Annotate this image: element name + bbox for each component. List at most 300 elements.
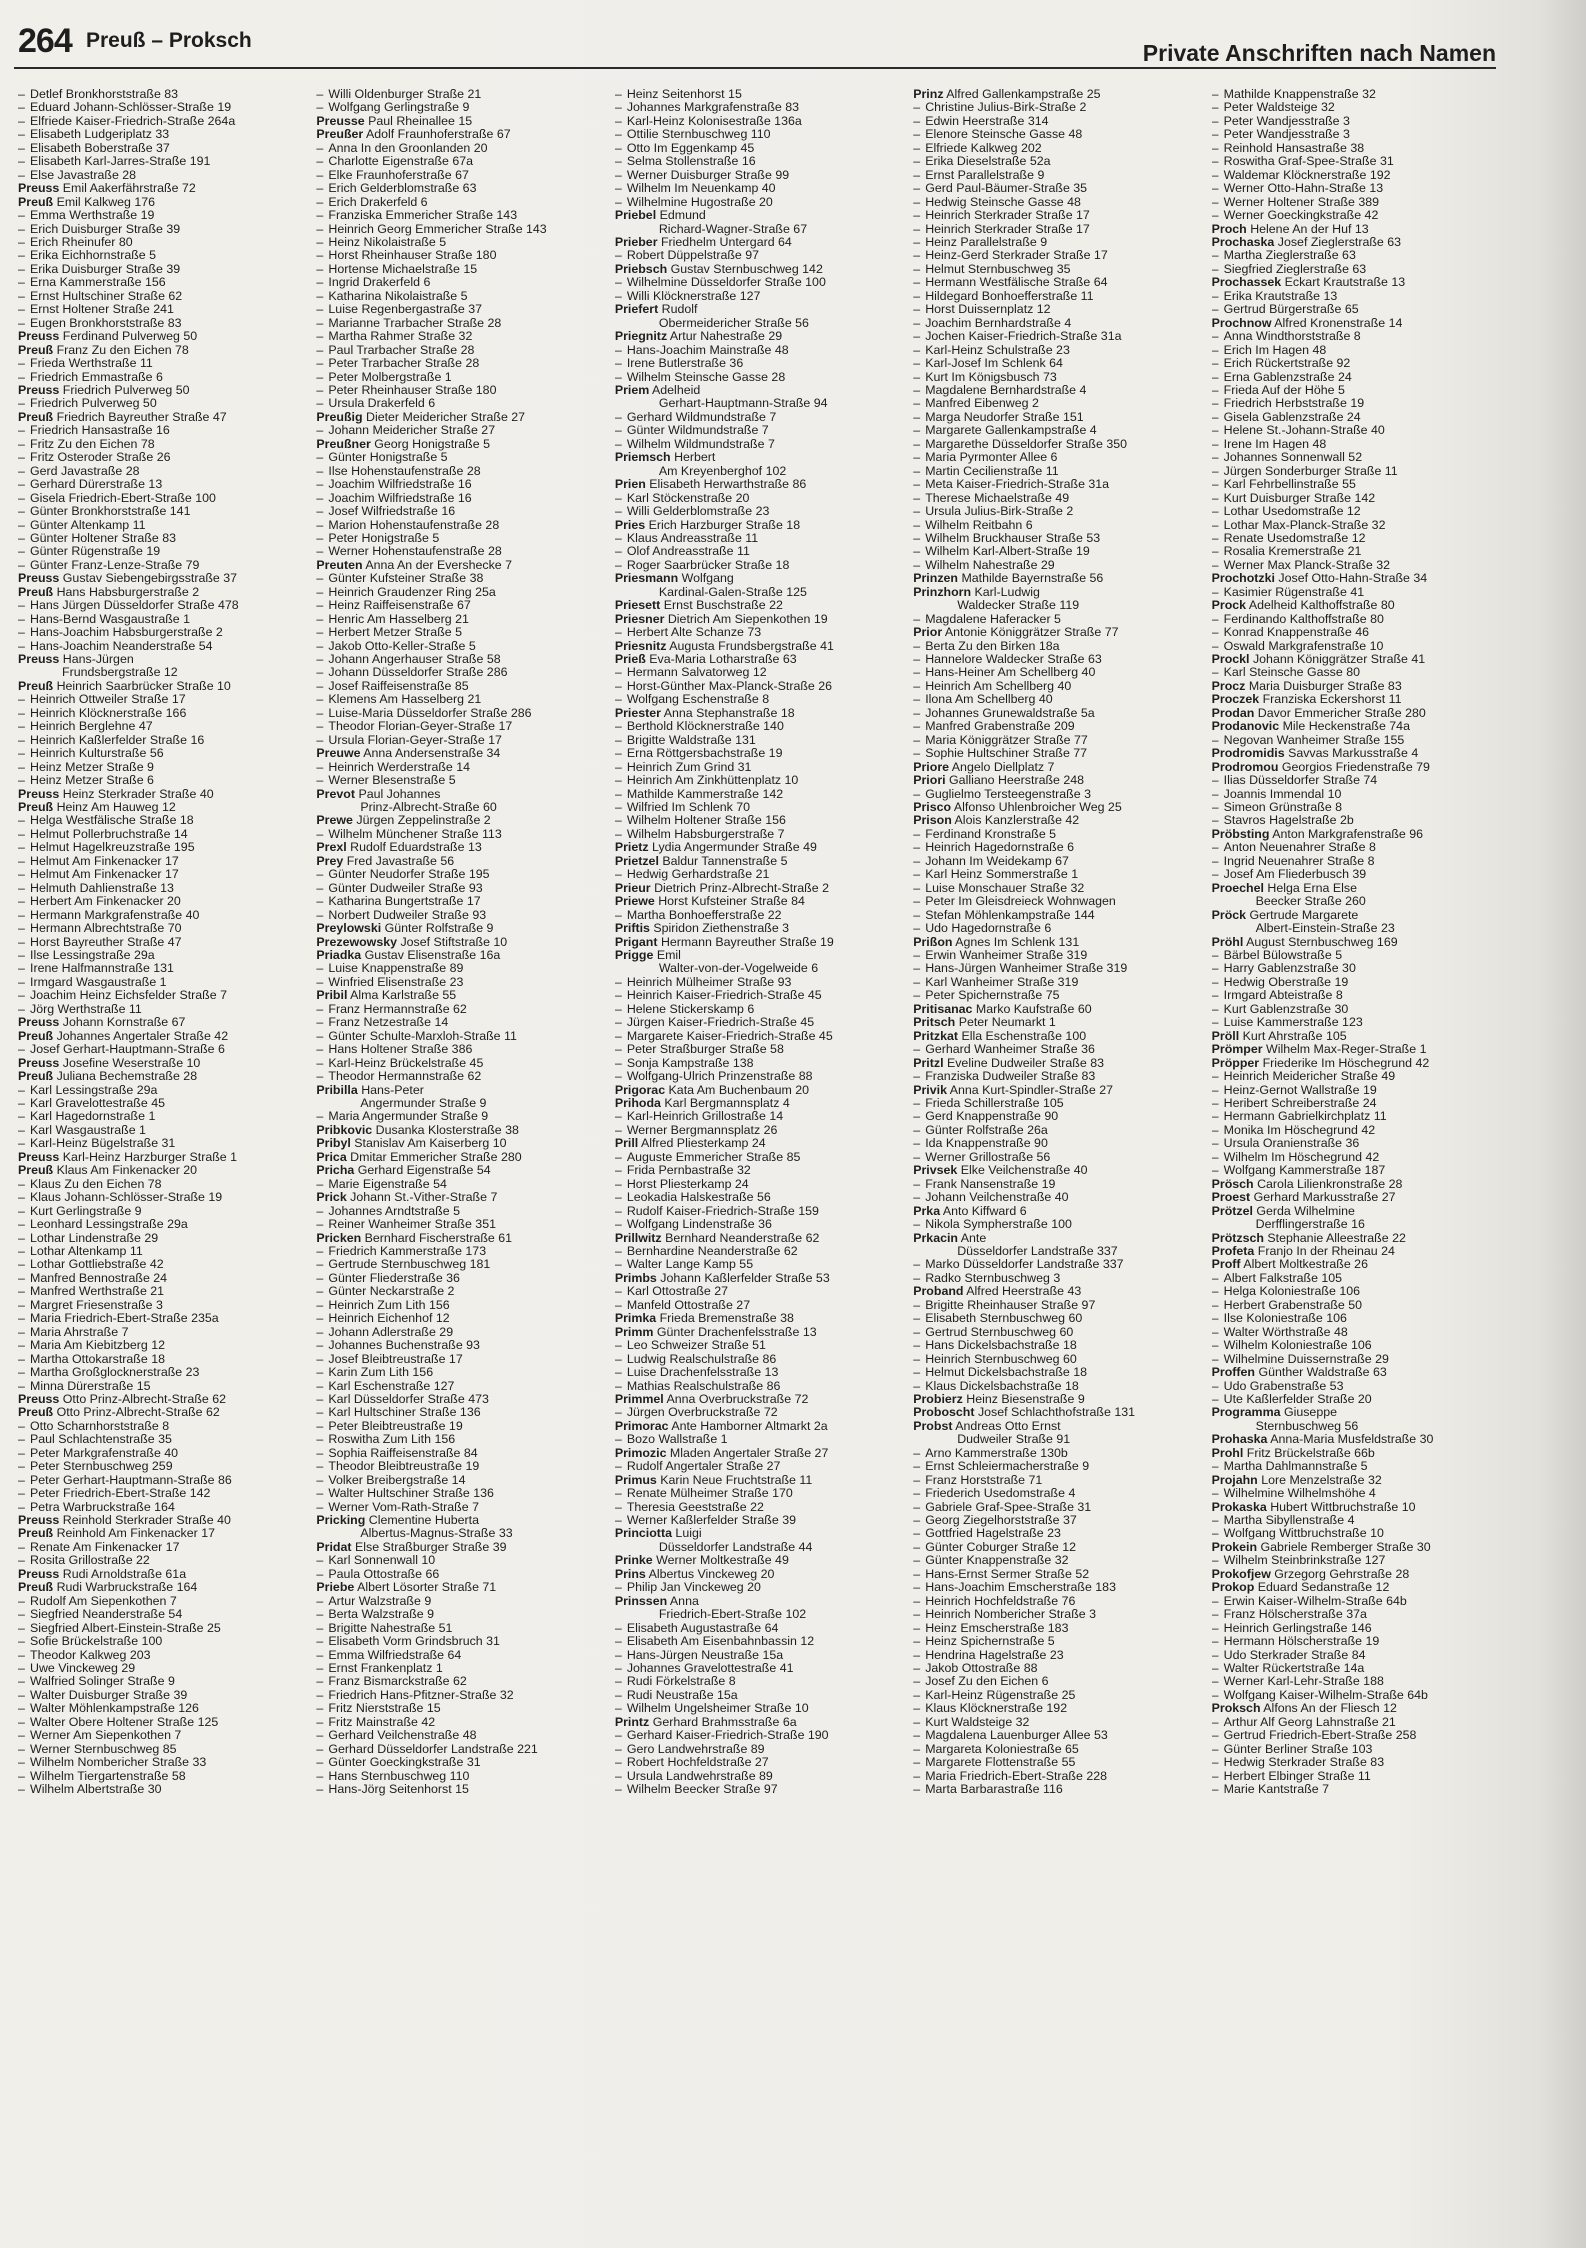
repeat-dash: – [614,1729,622,1743]
repeat-dash: – [614,1339,622,1353]
repeat-dash: – [316,330,324,344]
repeat-dash: – [913,1325,921,1339]
repeat-dash: – [614,1514,622,1528]
directory-entry [1212,411,1496,424]
entry-text: Ursula Landwehrstraße 89 [626,1769,773,1783]
entry-text: Herbert Am Finkenacker 20 [30,895,181,909]
surname-entry [615,922,899,935]
surname-entry [1212,1366,1496,1379]
entry-text: Peter Wandjesstraße 3 [1223,114,1350,128]
repeat-dash: – [316,572,324,586]
surname-entry [1212,1258,1496,1271]
repeat-dash: – [1211,397,1219,411]
entry-text: Walter Obere Holtener Straße 125 [30,1715,219,1729]
entry-text: Alfred Gallenkampstraße 25 [946,88,1101,101]
repeat-dash: – [316,182,324,196]
repeat-dash: – [1211,774,1219,788]
entry-text: Hannelore Waldecker Straße 63 [925,653,1102,667]
entry-text: Peter Rheinhauser Straße 180 [328,383,497,397]
directory-entry [18,1205,302,1218]
directory-entry [913,1299,1197,1312]
repeat-dash: – [913,1783,921,1797]
entry-text: Jürgen Overbruckstraße 72 [626,1406,778,1420]
entry-text: Willi Gelderblomstraße 23 [626,505,770,519]
repeat-dash: – [316,1177,324,1191]
repeat-dash: – [316,908,324,922]
entry-text: Hans-Jörg Seitenhorst 15 [328,1783,469,1797]
entry-text: Franz Netzestraße 14 [328,1016,449,1030]
entry-text: Erich Im Hagen 48 [1223,343,1327,357]
directory-entry [316,1245,600,1258]
repeat-dash: – [913,1218,921,1232]
entry-text: Lothar Max-Planck-Straße 32 [1223,518,1386,532]
directory-entry [615,276,899,289]
repeat-dash: – [614,1164,622,1178]
directory-entry [316,424,600,437]
entry-text: Christine Julius-Birk-Straße 2 [925,101,1087,115]
repeat-dash: – [316,1567,324,1581]
entry-text: Robert Düppelstraße 97 [626,249,760,263]
surname-entry [913,1406,1197,1419]
entry-text: Franziska Eckershorst 11 [1262,693,1402,707]
repeat-dash: – [18,141,25,155]
directory-entry [18,747,302,760]
repeat-dash: – [913,881,921,895]
entry-text: Heinrich Sterkrader Straße 17 [925,209,1090,223]
entry-text: Walfried Solinger Straße 9 [30,1675,175,1689]
surname-entry [1212,1030,1496,1043]
entry-text: Elisabeth Vorm Grindsbruch 31 [328,1635,500,1649]
repeat-dash: – [614,155,622,169]
surname-entry [615,478,899,491]
entry-text: Karl Düsseldorfer Straße 473 [328,1392,489,1406]
entry-text: Peter Neumarkt 1 [958,1016,1056,1030]
entry-text: Gerhard Wildmundstraße 7 [626,410,777,424]
repeat-dash: – [614,168,622,182]
surname-entry [913,774,1197,787]
entry-text: Ilse Hohenstaufenstraße 28 [328,464,481,478]
repeat-dash: – [18,88,25,101]
repeat-dash: – [316,424,324,438]
repeat-dash: – [18,922,25,936]
entry-text: Marko Kaufstraße 60 [975,1002,1092,1016]
entry-text: Ferdinand Pulverweg 50 [62,330,198,344]
entry-text: Alfons An der Fliesch 12 [1263,1702,1397,1716]
entry-text: Fred Javastraße 56 [346,854,455,868]
surname-entry [18,1527,302,1540]
entry-text: Ernst Frankenplatz 1 [328,1662,443,1676]
entry-text: Brigitte Rheinhauser Straße 97 [925,1298,1096,1312]
surname: Prokofjew [1211,1567,1271,1581]
repeat-dash: – [1211,612,1219,626]
entry-text: Josef Zu den Eichen 6 [925,1675,1049,1689]
directory-entry [1212,1272,1496,1285]
directory-entry [18,976,302,989]
entry-text: Frieda Auf der Höhe 5 [1223,383,1345,397]
directory-entry [615,169,899,182]
repeat-dash: – [316,1325,324,1339]
surname-entry [615,855,899,868]
surname-entry [615,384,899,397]
surname-entry [18,1393,302,1406]
surname-entry [913,1393,1197,1406]
directory-entry [316,1501,600,1514]
entry-text: Martha Rahmer Straße 32 [328,330,473,344]
directory-entry [1212,1084,1496,1097]
entry-text: Katharina Bungertstraße 17 [328,895,481,909]
entry-text: Hans-Bernd Wasgaustraße 1 [30,612,191,626]
repeat-dash: – [18,1366,25,1380]
surname-entry [615,1097,899,1110]
entry-text: Lydia Angermunder Straße 49 [652,841,817,855]
surname-entry [18,1514,302,1527]
repeat-dash: – [316,1702,324,1716]
repeat-dash: – [316,1029,324,1043]
repeat-dash: – [614,1002,622,1016]
repeat-dash: – [18,128,25,142]
repeat-dash: – [1211,289,1219,303]
repeat-dash: – [913,1675,921,1689]
entry-continuation [615,586,899,599]
directory-entry [18,1353,302,1366]
entry-text: Horst Bayreuther Straße 47 [30,935,182,949]
entry-text: Werner Grillostraße 56 [925,1150,1051,1164]
surname-entry [316,1514,600,1527]
entry-text: Harry Gablenzstraße 30 [1223,962,1356,976]
directory-entry [913,1743,1197,1756]
directory-entry [913,909,1197,922]
repeat-dash: – [1211,101,1219,115]
entry-text: Gerhard Wanheimer Straße 36 [925,1043,1095,1057]
surname: Prill [614,1137,639,1151]
repeat-dash: – [18,935,25,949]
repeat-dash: – [1211,518,1219,532]
entry-text: Brigitte Waldstraße 131 [626,733,756,747]
directory-entry [615,868,899,881]
directory-entry [316,155,600,168]
surname-entry [615,936,899,949]
directory-entry [18,1124,302,1137]
entry-text: Helmut Dickelsbachstraße 18 [925,1366,1088,1380]
entry-text: Udo Hagedornstraße 6 [925,922,1052,936]
surname: Prochotzki [1211,572,1275,586]
entry-text: Adelheid Kalthoffstraße 80 [1248,599,1395,613]
entry-text: Werner Duisburger Straße 99 [626,168,790,182]
surname-entry [316,949,600,962]
entry-text: Heinrich Kaiser-Friedrich-Straße 45 [626,989,822,1003]
directory-entry [18,1770,302,1783]
repeat-dash: – [18,962,25,976]
directory-entry [1212,586,1496,599]
directory-entry [316,545,600,558]
entry-text: Petra Warbruckstraße 164 [30,1500,175,1514]
entry-text: Angermunder Straße 9 [360,1096,487,1110]
surname-entry [913,801,1197,814]
directory-entry [615,693,899,706]
entry-text: Heinrich Werderstraße 14 [328,760,471,774]
directory-entry [316,1662,600,1675]
surname-entry [615,599,899,612]
surname-entry [615,841,899,854]
repeat-dash: – [913,1581,921,1595]
directory-entry [913,1380,1197,1393]
directory-entry [1212,1353,1496,1366]
entry-text: Erwin Kaiser-Wilhelm-Straße 64b [1223,1594,1407,1608]
entry-text: Herbert Elbinger Straße 11 [1223,1769,1371,1783]
directory-entry [18,774,302,787]
entry-text: Karl-Heinz Bügelstraße 31 [30,1137,176,1151]
repeat-dash: – [614,1769,622,1783]
entry-text: Joachim Bernhardstraße 4 [925,316,1072,330]
repeat-dash: – [18,827,25,841]
surname: Prkacin [913,1231,958,1245]
entry-text: Udo Grabenstraße 53 [1223,1379,1344,1393]
entry-text: Margarete Gallenkampstraße 4 [925,424,1097,438]
surname: Pritzkat [913,1029,958,1043]
entry-text: Theodor Kalkweg 203 [30,1648,151,1662]
entry-text: Martha Zieglerstraße 63 [1223,249,1356,263]
entry-text: Martha Sibyllenstraße 4 [1223,1514,1355,1528]
directory-entry [18,1312,302,1325]
surname-entry [18,182,302,195]
repeat-dash: – [316,1218,324,1232]
entry-text: Peter Wandjesstraße 3 [1223,128,1350,142]
surname-entry [913,1084,1197,1097]
entry-text: Werner Moltkestraße 49 [656,1554,789,1568]
directory-entry [615,532,899,545]
surname: Preuß [18,1164,54,1178]
repeat-dash: – [316,599,324,613]
directory-entry [316,465,600,478]
repeat-dash: – [316,1298,324,1312]
repeat-dash: – [1211,949,1219,962]
entry-text: Düsseldorfer Landstraße 337 [957,1244,1118,1258]
repeat-dash: – [316,1352,324,1366]
entry-continuation [615,962,899,975]
directory-entry [1212,1716,1496,1729]
entry-text: Karl Steinsche Gasse 80 [1223,666,1360,680]
surname-entry [18,1030,302,1043]
surname: Prohaska [1211,1433,1268,1447]
entry-text: Johann St.-Vither-Straße 7 [350,1191,498,1205]
surname-entry [316,1541,600,1554]
entry-text: Heinrich Zum Grind 31 [626,760,752,774]
directory-entry [1212,868,1496,881]
repeat-dash: – [913,1258,921,1272]
surname: Preuss [18,1056,60,1070]
directory-entry [913,989,1197,1002]
entry-text: Horst Duissernplatz 12 [925,303,1051,317]
entry-text: Udo Sterkrader Straße 84 [1223,1648,1366,1662]
repeat-dash: – [1211,478,1219,492]
surname: Prodanovic [1211,720,1280,734]
entry-text: Herbert [674,451,716,465]
directory-entry [1212,209,1496,222]
entry-text: Wilhelm Holtener Straße 156 [626,814,786,828]
repeat-dash: – [1211,975,1219,989]
directory-entry [316,1474,600,1487]
entry-text: Albert Lösorter Straße 71 [357,1581,497,1595]
entry-text: Stanislav Am Kaiserberg 10 [354,1137,507,1151]
directory-entry [615,182,899,195]
entry-text: Joachim Wilfriedstraße 16 [328,491,472,505]
directory-entry [913,1124,1197,1137]
entry-text: Elisabeth Sternbuschweg 60 [925,1312,1083,1326]
repeat-dash: – [316,1487,324,1501]
entry-text: Davor Emmericher Straße 280 [1257,706,1426,720]
repeat-dash: – [913,491,921,505]
directory-entry [1212,1487,1496,1500]
entry-text: Gerhart-Hauptmann-Straße 94 [658,397,828,411]
repeat-dash: – [913,128,921,142]
directory-entry [1212,788,1496,801]
entry-text: Anna Andersenstraße 34 [363,747,501,761]
repeat-dash: – [614,1177,622,1191]
directory-entry [913,196,1197,209]
directory-entry [18,626,302,639]
surname: Prinzhorn [913,585,972,599]
entry-text: Edmund [659,209,706,223]
directory-entry [913,478,1197,491]
repeat-dash: – [913,1110,921,1124]
directory-entry [1212,1662,1496,1675]
repeat-dash: – [913,666,921,680]
repeat-dash: – [316,1756,324,1770]
entry-text: Peter Im Gleisdreieck Wohnwagen [925,895,1116,909]
entry-text: Albert Moltkestraße 26 [1243,1258,1368,1272]
surname: Primozic [614,1446,667,1460]
repeat-dash: – [1211,1460,1219,1474]
entry-text: Irene Halfmannstraße 131 [30,962,174,976]
entry-text: Gerhard Veilchenstraße 48 [328,1729,477,1743]
repeat-dash: – [614,626,622,640]
entry-text: Heinrich Meidericher Straße 49 [1223,1070,1396,1084]
repeat-dash: – [913,895,921,909]
entry-text: Dietrich Prinz-Albrecht-Straße 2 [654,881,829,895]
repeat-dash: – [18,1002,25,1016]
surname: Preylowski [316,922,382,936]
repeat-dash: – [1211,128,1219,142]
repeat-dash: – [18,397,25,411]
entry-text: Franziska Emmericher Straße 143 [328,209,518,223]
repeat-dash: – [18,1608,25,1622]
surname-entry [316,1137,600,1150]
entry-text: Anna Windthorststraße 8 [1223,330,1361,344]
surname-entry [316,559,600,572]
repeat-dash: – [913,787,921,801]
repeat-dash: – [18,478,25,492]
entry-text: Sonja Kampstraße 138 [626,1056,754,1070]
entry-text: Maria Pyrmonter Allee 6 [925,451,1058,465]
repeat-dash: – [913,114,921,128]
repeat-dash: – [1211,814,1219,828]
entry-text: Paul Schlachtenstraße 35 [30,1433,172,1447]
directory-entry [316,962,600,975]
repeat-dash: – [913,343,921,357]
entry-text: Hedwig Oberstraße 19 [1223,975,1349,989]
entry-text: Rudolf [661,303,698,317]
surname: Priesner [614,612,665,626]
repeat-dash: – [1211,357,1219,371]
entry-text: Walter Duisburger Straße 39 [30,1688,188,1702]
entry-text: Eduard Johann-Schlösser-Straße 19 [30,101,232,115]
surname: Proczek [1211,693,1260,707]
entry-text: Alfred Pliesterkamp 24 [641,1137,766,1151]
entry-text: Anna-Maria Musfeldstraße 30 [1270,1433,1434,1447]
directory-entry [1212,1689,1496,1702]
repeat-dash: – [316,1621,324,1635]
entry-text: Hermann Westfälische Straße 64 [925,276,1108,290]
directory-entry [18,761,302,774]
entry-text: Ursula Florian-Geyer-Straße 17 [328,733,502,747]
repeat-dash: – [18,1191,25,1205]
repeat-dash: – [913,1635,921,1649]
entry-text: Magdalena Lauenburger Allee 53 [925,1729,1108,1743]
repeat-dash: – [1211,639,1219,653]
repeat-dash: – [1211,1110,1219,1124]
repeat-dash: – [614,1366,622,1380]
surname: Pritzl [913,1056,944,1070]
directory-entry [615,1649,899,1662]
entry-text: Wilhelmine Düsseldorfer Straße 100 [626,276,826,290]
repeat-dash: – [18,639,25,653]
repeat-dash: – [18,289,25,303]
entry-text: Wilhelm Steinbrinkstraße 127 [1223,1554,1386,1568]
repeat-dash: – [1211,209,1219,223]
directory-entry [316,1070,600,1083]
directory-entry [316,572,600,585]
surname: Priesmann [614,572,679,586]
directory-entry [615,290,899,303]
directory-entry [615,1380,899,1393]
repeat-dash: – [316,303,324,317]
entry-text: Angelo Diellplatz 7 [951,760,1055,774]
directory-entry [316,1016,600,1029]
entry-text: Ernst Holtener Straße 241 [30,303,174,317]
entry-continuation [316,1097,600,1110]
directory-entry [1212,424,1496,437]
directory-entry [316,586,600,599]
surname-entry [615,895,899,908]
repeat-dash: – [316,262,324,276]
repeat-dash: – [1211,464,1219,478]
entry-text: Günter Drachenfelsstraße 13 [656,1325,817,1339]
repeat-dash: – [913,410,921,424]
repeat-dash: – [1211,249,1219,263]
surname-entry [1212,909,1496,922]
repeat-dash: – [913,1608,921,1622]
entry-text: Siegfried Neanderstraße 54 [30,1608,183,1622]
repeat-dash: – [913,518,921,532]
repeat-dash: – [18,1594,25,1608]
entry-text: Heinrich Sterkrader Straße 17 [925,222,1090,236]
entry-text: Franz Bismarckstraße 62 [328,1675,467,1689]
entry-text: Maria Angermunder Straße 9 [328,1110,489,1124]
surname: Primbs [614,1271,657,1285]
surname-entry [1212,1191,1496,1204]
surname-entry [1212,1178,1496,1191]
repeat-dash: – [18,881,25,895]
entry-text: Karl-Heinrich Grillostraße 14 [626,1110,784,1124]
entry-text: Klaus Andreasstraße 11 [626,531,759,545]
entry-text: Günter Wildmundstraße 7 [626,424,769,438]
repeat-dash: – [614,760,622,774]
directory-entry [316,1729,600,1742]
directory-entry [1212,196,1496,209]
entry-text: Margarete Flottenstraße 55 [925,1756,1076,1770]
entry-text: Marianne Trarbacher Straße 28 [328,316,502,330]
surname: Prigant [614,935,658,949]
